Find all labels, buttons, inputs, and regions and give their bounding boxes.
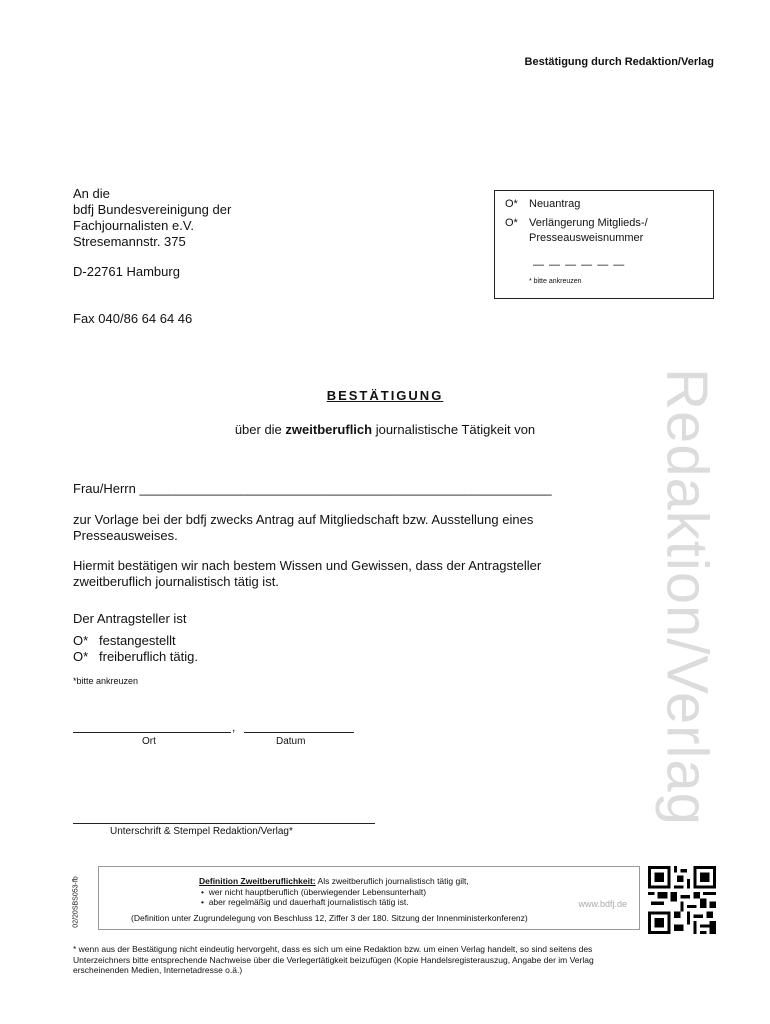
place-label: Ort <box>142 736 156 747</box>
status-note: *bitte ankreuzen <box>73 676 139 686</box>
definition-bullet: • wer nicht hauptberuflich (überwiegender Lebensunterhalt) <box>201 887 427 897</box>
option-new-application[interactable] <box>505 197 580 211</box>
document-subtitle: über die zweitberuflich journalistische Tätigkeit von <box>234 422 536 437</box>
status-heading: Der Antragsteller ist <box>73 611 187 626</box>
date-label: Datum <box>276 736 306 747</box>
checkbox-mark[interactable]: O* <box>505 198 518 210</box>
place-line[interactable] <box>73 732 231 733</box>
option-label: Neuantrag <box>529 198 581 210</box>
footnote: * wenn aus der Bestätigung nicht eindeutig hervorgeht, dass es sich um eine Redaktion bzw. um einen Verlag handelt, so sind seitens des Unterzeichners bitte entsprechende Nachweise über die Verlegertätigkeit beizufügen (Kopie Handelsregisterauszug, Angabe der im Verlag erscheinenden Medien, Internetadresse o.ä.) <box>73 944 594 975</box>
document-title: BESTÄTIGUNG <box>326 388 444 403</box>
fax-number: Fax 040/86 64 64 46 <box>73 311 193 326</box>
definition-box <box>98 866 640 930</box>
checkbox-note: * bitte ankreuzen <box>529 278 582 285</box>
checkbox-mark[interactable]: O* <box>73 649 89 664</box>
status-option-freelance[interactable]: O* freiberuflich tätig. <box>73 649 198 664</box>
definition-source: (Definition unter Zugrundelegung von Beschluss 12, Ziffer 3 der 180. Sitzung der Innenministerkonferenz) <box>131 913 528 923</box>
application-type-box <box>494 190 714 299</box>
option-label: Verlängerung Mitglieds-/ <box>529 217 648 229</box>
definition-heading: Definition Zweitberuflichkeit: Als zweitberuflich journalistisch tätig gilt, <box>199 876 469 886</box>
watermark-text: Redaktion/Verlag <box>654 368 720 826</box>
paragraph-purpose: zur Vorlage bei der bdfj zwecks Antrag auf Mitgliedschaft bzw. Ausstellung eines Presseausweises. <box>73 512 534 543</box>
recipient-address <box>73 186 231 250</box>
paragraph-confirmation: Hiermit bestätigen wir nach bestem Wissen und Gewissen, dass der Antragsteller zweitberuflich journalistisch tätig ist. <box>73 558 542 589</box>
checkbox-mark[interactable]: O* <box>505 217 518 229</box>
checkbox-mark[interactable]: O* <box>73 633 89 648</box>
name-field[interactable]: Frau/Herrn _________________________________________________________ <box>73 481 552 496</box>
date-line[interactable] <box>244 732 354 733</box>
header-title: Bestätigung durch Redaktion/Verlag <box>524 56 714 68</box>
signature-label: Unterschrift & Stempel Redaktion/Verlag* <box>110 826 293 837</box>
option-label-continued: Presseausweisnummer <box>529 232 644 244</box>
signature-line[interactable] <box>73 823 375 824</box>
date-separator: , <box>232 720 236 734</box>
status-option-employed[interactable]: O* festangestellt <box>73 633 176 648</box>
address-line: An die <box>73 186 110 201</box>
address-line: bdfj Bundesvereinigung der <box>73 202 232 217</box>
website-link[interactable]: www.bdfj.de <box>578 899 627 909</box>
form-code: 02/20SBS053-fb <box>72 876 80 928</box>
membership-number-field[interactable]: — — — — — — <box>533 259 626 271</box>
address-line: Stresemannstr. 375 <box>73 234 186 249</box>
definition-bullet: • aber regelmäßig und dauerhaft journalistisch tätig ist. <box>201 897 409 907</box>
address-line: Fachjournalisten e.V. <box>73 218 194 233</box>
address-city: D-22761 Hamburg <box>73 264 180 279</box>
option-renewal[interactable] <box>505 216 648 230</box>
qr-code-icon <box>648 866 716 934</box>
